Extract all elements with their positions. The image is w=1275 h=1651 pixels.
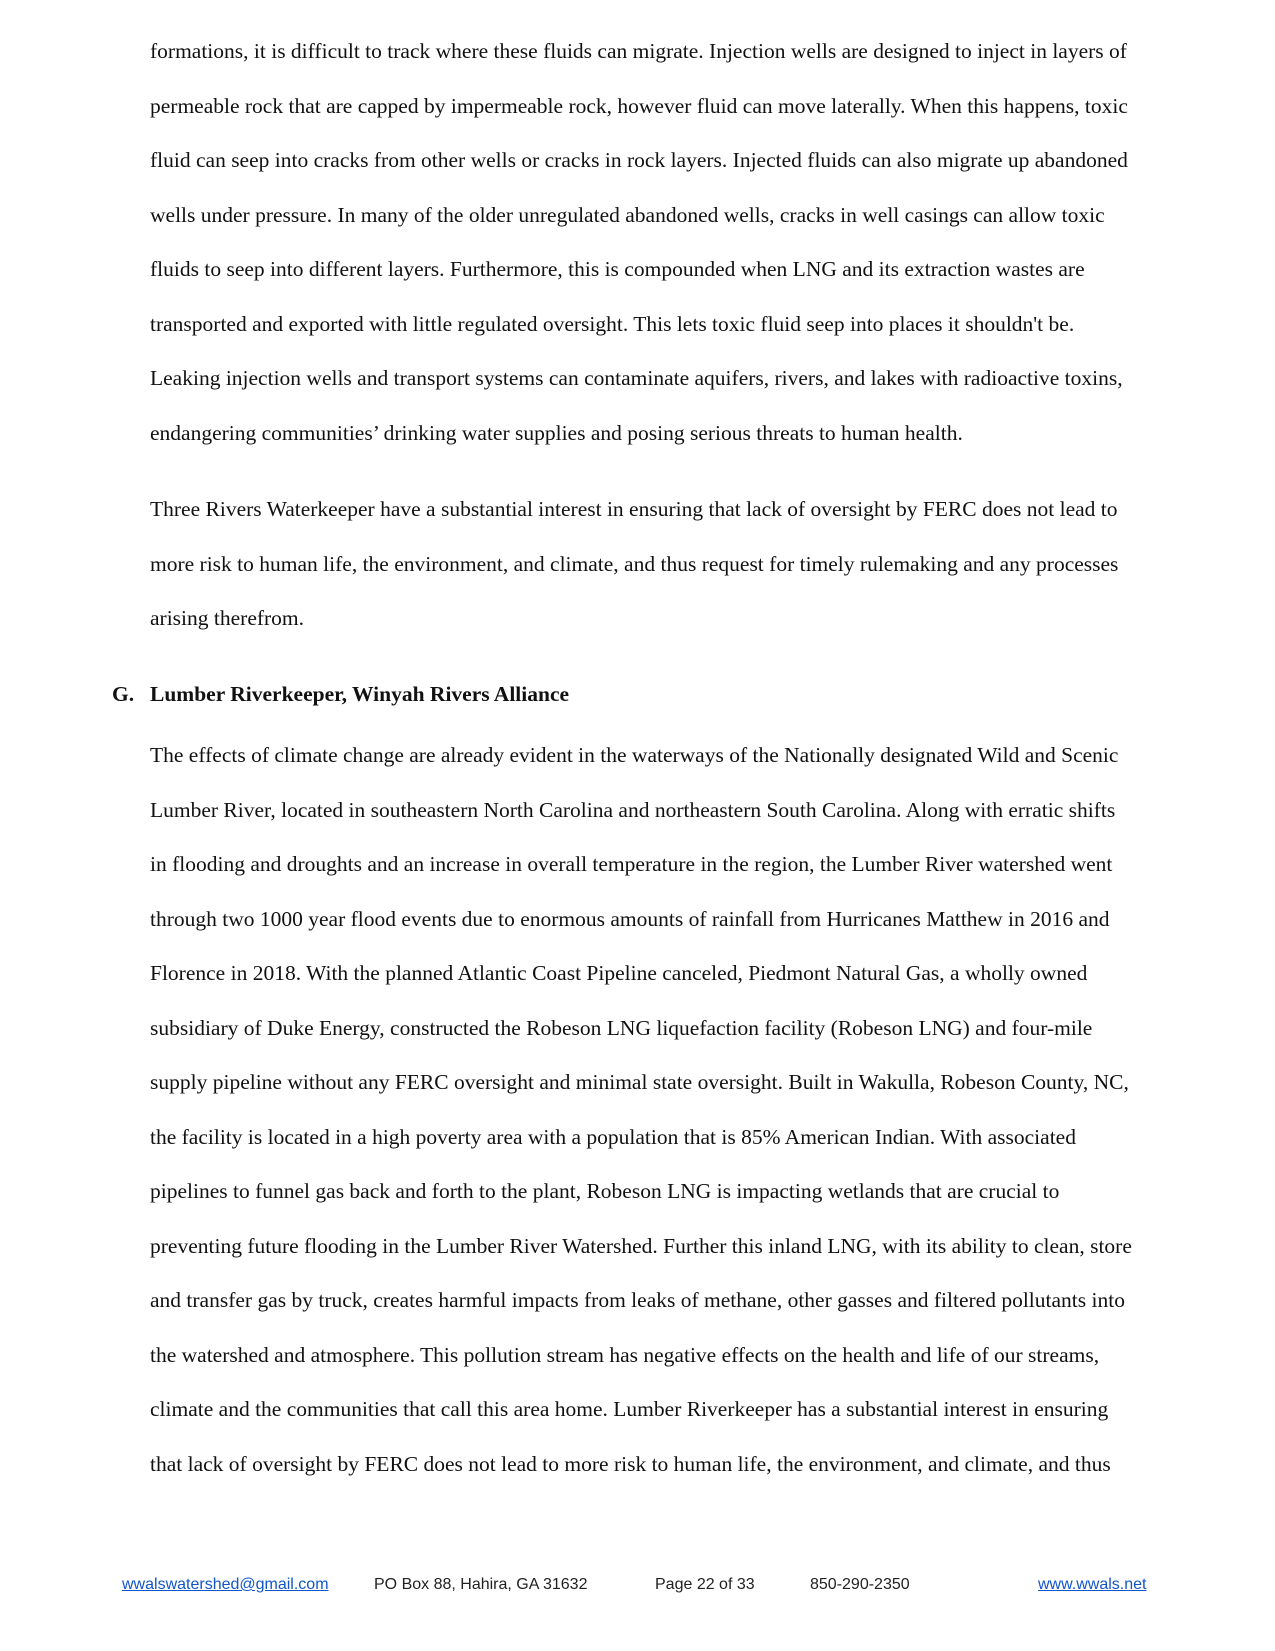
text-line: The effects of climate change are already evident in the waterways of the Nationally designated Wild and Scenic — [150, 743, 1119, 767]
paragraph-three-rivers-interest — [150, 482, 1200, 646]
section-letter: G. — [112, 682, 135, 706]
text-line: arising therefrom. — [150, 606, 305, 630]
text-line: formations, it is difficult to track where these fluids can migrate. Injection wells are designed to inject in layers of — [150, 39, 1127, 63]
text-line: the facility is located in a high poverty area with a population that is 85% American Indian. With associated — [150, 1124, 1076, 1149]
text-line: fluid can seep into cracks from other wells or cracks in rock layers. Injected fluids can also migrate up abandoned — [150, 148, 1128, 172]
text-line: the watershed and atmosphere. This pollution stream has negative effects on the health and life of our streams, — [150, 1342, 1100, 1367]
text-line: and transfer gas by truck, creates harmful impacts from leaks of methane, other gasses and filtered pollutants into — [150, 1288, 1125, 1312]
text-line: Lumber River, located in southeastern North Carolina and northeastern South Carolina. Along with erratic shifts — [150, 797, 1116, 822]
text-line: permeable rock that are capped by impermeable rock, however fluid can move laterally. When this happens, toxic — [150, 93, 1128, 118]
text-line: pipelines to funnel gas back and forth to the plant, Robeson LNG is impacting wetlands that are crucial to — [150, 1179, 1060, 1203]
footer-phone: 850-290-2350 — [810, 1576, 910, 1593]
text-line: more risk to human life, the environment, and climate, and thus request for timely rulemaking and any processes — [150, 551, 1119, 576]
text-line: Three Rivers Waterkeeper have a substantial interest in ensuring that lack of oversight by FERC does not lead to — [150, 497, 1118, 521]
text-line: Leaking injection wells and transport systems can contaminate aquifers, rivers, and lakes with radioactive toxins, — [150, 366, 1123, 390]
text-line: subsidiary of Duke Energy, constructed the Robeson LNG liquefaction facility (Robeson LNG) and four-mile — [150, 1015, 1093, 1040]
footer-page-number: Page 22 of 33 — [655, 1576, 755, 1593]
text-line: supply pipeline without any FERC oversight and minimal state oversight. Built in Wakulla, Robeson County, NC, — [150, 1070, 1129, 1094]
section-title: Lumber Riverkeeper, Winyah Rivers Alliance — [150, 682, 570, 706]
text-line: climate and the communities that call this area home. Lumber Riverkeeper has a substantial interest in ensuring — [150, 1397, 1109, 1421]
text-line: fluids to seep into different layers. Furthermore, this is compounded when LNG and its extraction wastes are — [150, 257, 1085, 281]
footer-website-link[interactable]: www.wwals.net — [1038, 1576, 1147, 1593]
page-footer — [0, 1576, 1275, 1600]
paragraph-injection-wells — [150, 24, 1200, 460]
text-line: through two 1000 year flood events due to enormous amounts of rainfall from Hurricanes Matthew in 2016 and — [150, 906, 1110, 931]
text-line: Florence in 2018. With the planned Atlantic Coast Pipeline canceled, Piedmont Natural Gas, a wholly owned — [150, 961, 1088, 985]
text-line: transported and exported with little regulated oversight. This lets toxic fluid seep into places it shouldn't be. — [150, 311, 1075, 336]
text-line: in flooding and droughts and an increase in overall temperature in the region, the Lumber River watershed went — [150, 852, 1113, 876]
footer-email-link[interactable]: wwalswatershed@gmail.com — [122, 1576, 329, 1593]
text-line: wells under pressure. In many of the older unregulated abandoned wells, cracks in well casings can allow toxic — [150, 202, 1105, 227]
section-heading — [112, 672, 569, 716]
footer-address: PO Box 88, Hahira, GA 31632 — [374, 1576, 588, 1593]
text-line: that lack of oversight by FERC does not lead to more risk to human life, the environment, and climate, and thus — [150, 1451, 1111, 1476]
text-line: endangering communities’ drinking water supplies and posing serious threats to human health. — [150, 420, 963, 445]
paragraph-lumber-river — [150, 728, 1200, 1491]
text-line: preventing future flooding in the Lumber River Watershed. Further this inland LNG, with its ability to clean, store — [150, 1233, 1132, 1258]
